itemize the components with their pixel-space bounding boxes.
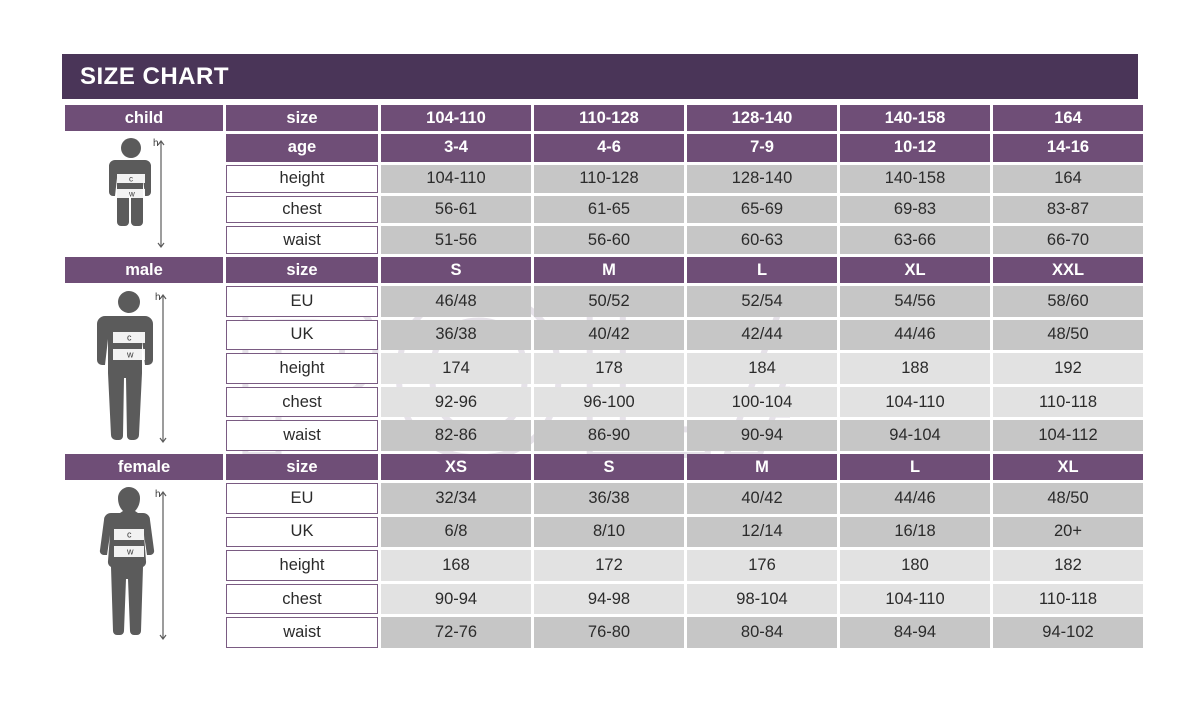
size-chart-table <box>62 102 1146 651</box>
value-cell: 92-96 <box>381 387 531 418</box>
value-header: 128-140 <box>687 105 837 131</box>
table-row <box>65 584 1143 615</box>
value-cell: 90-94 <box>687 420 837 451</box>
value-cell: 188 <box>840 353 990 384</box>
section-label-child: child <box>65 105 223 131</box>
table-row <box>65 226 1143 254</box>
svg-text:w: w <box>129 189 135 199</box>
value-cell: 86-90 <box>534 420 684 451</box>
attr-header: size <box>226 257 378 283</box>
value-cell: 60-63 <box>687 226 837 254</box>
value-cell: 20+ <box>993 517 1143 548</box>
value-cell: 184 <box>687 353 837 384</box>
value-cell: 72-76 <box>381 617 531 648</box>
value-cell: 63-66 <box>840 226 990 254</box>
value-header: 7-9 <box>687 134 837 162</box>
value-cell: 52/54 <box>687 286 837 317</box>
table-row <box>65 550 1143 581</box>
value-cell: 36/38 <box>381 320 531 351</box>
table-row <box>65 387 1143 418</box>
value-header: 164 <box>993 105 1143 131</box>
male-figure-cell <box>65 286 223 451</box>
value-cell: 44/46 <box>840 320 990 351</box>
attr-label: UK <box>226 517 378 548</box>
value-cell: 100-104 <box>687 387 837 418</box>
value-header: XXL <box>993 257 1143 283</box>
value-cell: 46/48 <box>381 286 531 317</box>
value-cell: 83-87 <box>993 196 1143 224</box>
attr-header: size <box>226 454 378 480</box>
child-figure <box>65 134 223 254</box>
size-chart-sheet <box>62 54 1138 651</box>
value-header: 3-4 <box>381 134 531 162</box>
attr-label: waist <box>226 617 378 648</box>
value-cell: 36/38 <box>534 483 684 514</box>
table-row <box>65 105 1143 131</box>
value-cell: 178 <box>534 353 684 384</box>
table-row <box>65 320 1143 351</box>
attr-label: chest <box>226 584 378 615</box>
table-row <box>65 517 1143 548</box>
attr-label: height <box>226 550 378 581</box>
svg-text:c: c <box>127 332 132 343</box>
value-cell: 104-110 <box>840 387 990 418</box>
value-cell: 32/34 <box>381 483 531 514</box>
svg-text:h: h <box>155 489 161 500</box>
value-cell: 6/8 <box>381 517 531 548</box>
table-row <box>65 257 1143 283</box>
attr-header: size <box>226 105 378 131</box>
value-header: 10-12 <box>840 134 990 162</box>
value-cell: 90-94 <box>381 584 531 615</box>
svg-text:c: c <box>129 174 133 184</box>
table-row <box>65 165 1143 193</box>
value-header: M <box>534 257 684 283</box>
value-cell: 104-110 <box>381 165 531 193</box>
value-cell: 51-56 <box>381 226 531 254</box>
value-header: 110-128 <box>534 105 684 131</box>
attr-label: EU <box>226 286 378 317</box>
female-figure <box>65 483 223 648</box>
svg-text:c: c <box>127 529 132 540</box>
value-cell: 140-158 <box>840 165 990 193</box>
value-cell: 61-65 <box>534 196 684 224</box>
table-row <box>65 134 1143 162</box>
value-cell: 56-60 <box>534 226 684 254</box>
child-figure-cell <box>65 134 223 254</box>
value-header: S <box>534 454 684 480</box>
value-cell: 16/18 <box>840 517 990 548</box>
value-cell: 50/52 <box>534 286 684 317</box>
value-cell: 110-118 <box>993 584 1143 615</box>
value-header: XL <box>840 257 990 283</box>
value-header: 14-16 <box>993 134 1143 162</box>
svg-text:h: h <box>155 292 161 303</box>
attr-label: height <box>226 353 378 384</box>
attr-header: age <box>226 134 378 162</box>
value-cell: 94-98 <box>534 584 684 615</box>
value-cell: 180 <box>840 550 990 581</box>
value-cell: 96-100 <box>534 387 684 418</box>
value-header: XS <box>381 454 531 480</box>
value-header: M <box>687 454 837 480</box>
value-cell: 8/10 <box>534 517 684 548</box>
value-cell: 48/50 <box>993 483 1143 514</box>
value-header: 4-6 <box>534 134 684 162</box>
attr-label: UK <box>226 320 378 351</box>
value-cell: 54/56 <box>840 286 990 317</box>
table-row <box>65 420 1143 451</box>
table-row <box>65 286 1143 317</box>
table-row <box>65 617 1143 648</box>
attr-label: waist <box>226 226 378 254</box>
value-cell: 174 <box>381 353 531 384</box>
value-cell: 40/42 <box>534 320 684 351</box>
male-figure <box>65 286 223 451</box>
value-cell: 182 <box>993 550 1143 581</box>
value-cell: 110-128 <box>534 165 684 193</box>
value-cell: 40/42 <box>687 483 837 514</box>
value-cell: 42/44 <box>687 320 837 351</box>
value-header: 140-158 <box>840 105 990 131</box>
table-row <box>65 353 1143 384</box>
value-cell: 110-118 <box>993 387 1143 418</box>
value-header: L <box>687 257 837 283</box>
section-label-female: female <box>65 454 223 480</box>
attr-label: EU <box>226 483 378 514</box>
value-header: XL <box>993 454 1143 480</box>
value-cell: 76-80 <box>534 617 684 648</box>
value-cell: 172 <box>534 550 684 581</box>
value-cell: 98-104 <box>687 584 837 615</box>
value-header: 104-110 <box>381 105 531 131</box>
attr-label: chest <box>226 196 378 224</box>
svg-text:w: w <box>127 349 134 360</box>
chart-title-bar <box>62 54 1138 99</box>
attr-label: waist <box>226 420 378 451</box>
value-cell: 65-69 <box>687 196 837 224</box>
value-cell: 192 <box>993 353 1143 384</box>
value-cell: 58/60 <box>993 286 1143 317</box>
value-cell: 104-110 <box>840 584 990 615</box>
svg-text:w: w <box>127 546 134 557</box>
value-cell: 104-112 <box>993 420 1143 451</box>
value-header: L <box>840 454 990 480</box>
female-figure-cell <box>65 483 223 648</box>
page-title: SIZE CHART <box>80 62 229 90</box>
value-cell: 128-140 <box>687 165 837 193</box>
table-row <box>65 454 1143 480</box>
value-cell: 44/46 <box>840 483 990 514</box>
value-cell: 69-83 <box>840 196 990 224</box>
value-cell: 48/50 <box>993 320 1143 351</box>
value-cell: 66-70 <box>993 226 1143 254</box>
section-label-male: male <box>65 257 223 283</box>
value-cell: 94-104 <box>840 420 990 451</box>
svg-text:h: h <box>153 138 159 149</box>
value-cell: 84-94 <box>840 617 990 648</box>
attr-label: chest <box>226 387 378 418</box>
value-cell: 56-61 <box>381 196 531 224</box>
value-cell: 164 <box>993 165 1143 193</box>
attr-label: height <box>226 165 378 193</box>
value-cell: 12/14 <box>687 517 837 548</box>
value-cell: 94-102 <box>993 617 1143 648</box>
value-cell: 80-84 <box>687 617 837 648</box>
value-cell: 168 <box>381 550 531 581</box>
table-row <box>65 196 1143 224</box>
table-row <box>65 483 1143 514</box>
value-cell: 176 <box>687 550 837 581</box>
value-header: S <box>381 257 531 283</box>
value-cell: 82-86 <box>381 420 531 451</box>
